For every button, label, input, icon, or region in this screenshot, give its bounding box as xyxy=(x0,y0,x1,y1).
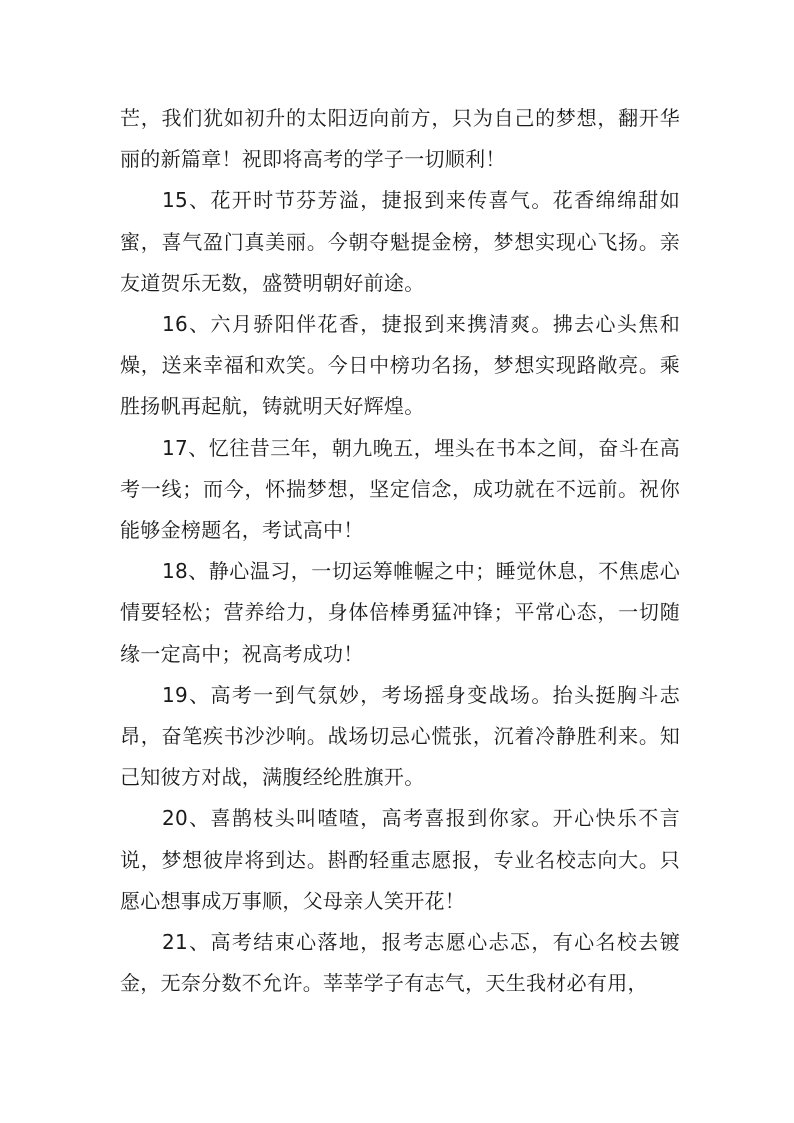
paragraph-15: 15、花开时节芬芳溢，捷报到来传喜气。花香绵绵甜如蜜，喜气盈门真美丽。今朝夺魁提金榜，梦想实现心飞扬。亲友道贺乐无数，盛赞明朝好前途。 xyxy=(120,188,680,295)
paragraph-17: 17、忆往昔三年，朝九晚五，埋头在书本之间，奋斗在高考一线；而今，怀揣梦想，坚定信念，成功就在不远前。祝你能够金榜题名，考试高中！ xyxy=(120,435,680,543)
paragraph-21: 21、高考结束心落地，报考志愿心忐忑，有心名校去镀金，无奈分数不允许。莘莘学子有志气，天生我材必有用， xyxy=(120,930,680,996)
paragraph-19: 19、高考一到气氛妙，考场摇身变战场。抬头挺胸斗志昂，奋笔疾书沙沙响。战场切忌心慌张，沉着冷静胜利来。知己知彼方对战，满腹经纶胜旗开。 xyxy=(120,682,680,790)
paragraph-18: 18、静心温习，一切运筹帷幄之中；睡觉休息，不焦虑心情要轻松；营养给力，身体倍棒勇猛冲锋；平常心态，一切随缘一定高中；祝高考成功！ xyxy=(120,559,680,666)
paragraph-20: 20、喜鹊枝头叫喳喳，高考喜报到你家。开心快乐不言说，梦想彼岸将到达。斟酌轻重志愿报，专业名校志向大。只愿心想事成万事顺，父母亲人笑开花！ xyxy=(120,806,680,913)
paragraph-continuation: 芒，我们犹如初升的太阳迈向前方，只为自己的梦想，翻开华丽的新篇章！祝即将高考的学子一切顺利！ xyxy=(120,106,680,172)
document-body xyxy=(120,98,680,1004)
paragraph-16: 16、六月骄阳伴花香，捷报到来携清爽。拂去心头焦和燥，送来幸福和欢笑。今日中榜功名扬，梦想实现路敞亮。乘胜扬帆再起航，铸就明天好辉煌。 xyxy=(120,312,680,419)
